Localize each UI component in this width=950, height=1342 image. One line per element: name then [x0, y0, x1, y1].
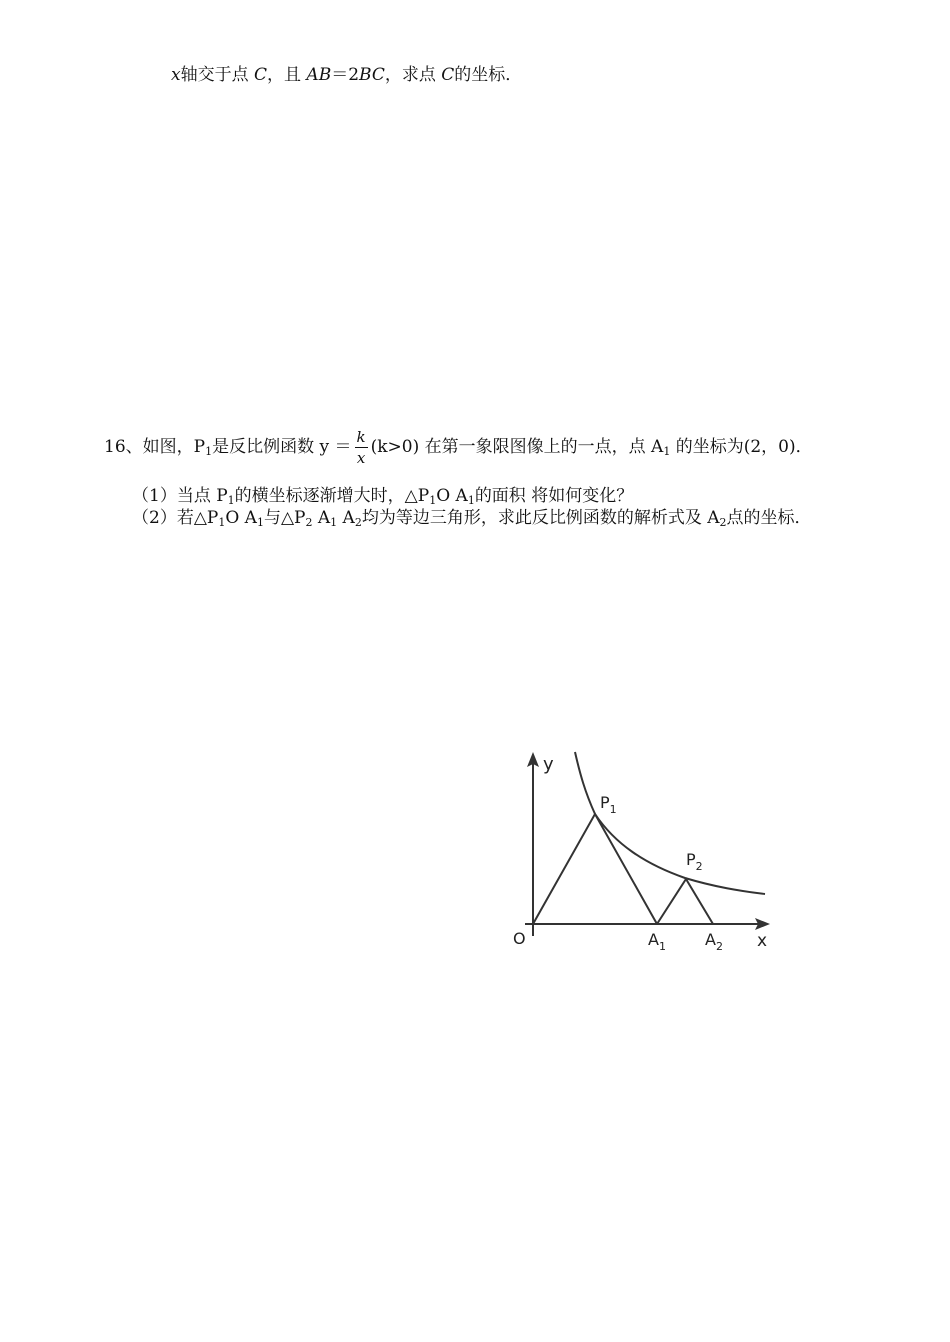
subscript: 2: [354, 516, 362, 529]
text-seg: 的坐标．: [454, 65, 523, 85]
subscript: 2: [719, 516, 727, 529]
var-c: C: [254, 65, 268, 85]
var-bc: BC: [359, 65, 385, 85]
text-seg: A: [337, 508, 355, 528]
text-seg: (k>0) 在第一象限图像上的一点，点 A: [370, 437, 664, 457]
problem16-statement: [104, 424, 813, 470]
text-seg: 均为等边三角形，求此反比例函数的解析式及 A: [361, 508, 720, 528]
x-axis-label: x: [757, 931, 768, 951]
hyperbola-triangle-figure: [505, 744, 775, 959]
subscript: 1: [256, 516, 264, 529]
subscript: 1: [227, 494, 235, 507]
triangle-p2-a1-a2: [657, 879, 713, 924]
text-seg: ，且: [267, 65, 307, 85]
text-seg: 轴交于点: [180, 65, 254, 85]
origin-label: O: [513, 929, 526, 948]
label-p2-sub: 2: [695, 860, 703, 873]
subscript: 1: [205, 445, 213, 458]
subquestion-1: [132, 485, 633, 507]
subscript: 1: [330, 516, 338, 529]
text-seg: A: [312, 508, 331, 528]
label-a2-sub: 2: [715, 940, 723, 953]
label-p1: [600, 793, 617, 816]
label-p1-sub: 1: [609, 803, 617, 816]
text-seg: 的面积 将如何变化？: [474, 486, 634, 506]
y-axis-label: y: [543, 754, 554, 775]
text-seg: 是反比例函数 y ＝: [212, 437, 352, 457]
text-seg: （1）当点 P: [132, 486, 228, 506]
text-seg: 的横坐标逐渐增大时，△P: [234, 486, 430, 506]
label-p1-letter: P: [600, 793, 610, 812]
fraction-k-over-x: [355, 427, 368, 468]
text-seg: O A: [436, 486, 468, 506]
label-a2: [705, 930, 723, 953]
fraction-numerator: k: [356, 428, 366, 446]
text-seg: 与△P: [263, 508, 306, 528]
label-p2-letter: P: [686, 850, 696, 869]
subscript: 1: [429, 494, 437, 507]
var-c: C: [441, 65, 455, 85]
text-seg: （2）若△P: [132, 508, 219, 528]
var-ab: AB: [306, 65, 332, 85]
text-seg: ，求点: [384, 65, 442, 85]
text-seg: O A: [225, 508, 257, 528]
text-seg: 的坐标为(2，0)．: [670, 437, 813, 457]
subscript: 1: [218, 516, 226, 529]
label-a1-sub: 1: [658, 940, 666, 953]
subquestion-2: [132, 507, 812, 529]
fraction-denominator: x: [356, 449, 366, 467]
text-seg: ＝2: [331, 65, 360, 85]
label-a1: [648, 930, 666, 953]
text-seg: 点的坐标．: [726, 508, 812, 528]
var-x: x: [171, 65, 181, 85]
text-seg: 16、如图，P: [104, 437, 206, 457]
subscript: 1: [663, 445, 671, 458]
label-a2-letter: A: [705, 930, 716, 949]
subscript: 1: [467, 494, 475, 507]
subscript: 2: [305, 516, 313, 529]
problem15-continuation: [171, 64, 522, 86]
triangle-p1-o-a1: [533, 814, 657, 924]
hyperbola-curve: [575, 752, 765, 894]
label-a1-letter: A: [648, 930, 659, 949]
label-p2: [686, 850, 703, 873]
